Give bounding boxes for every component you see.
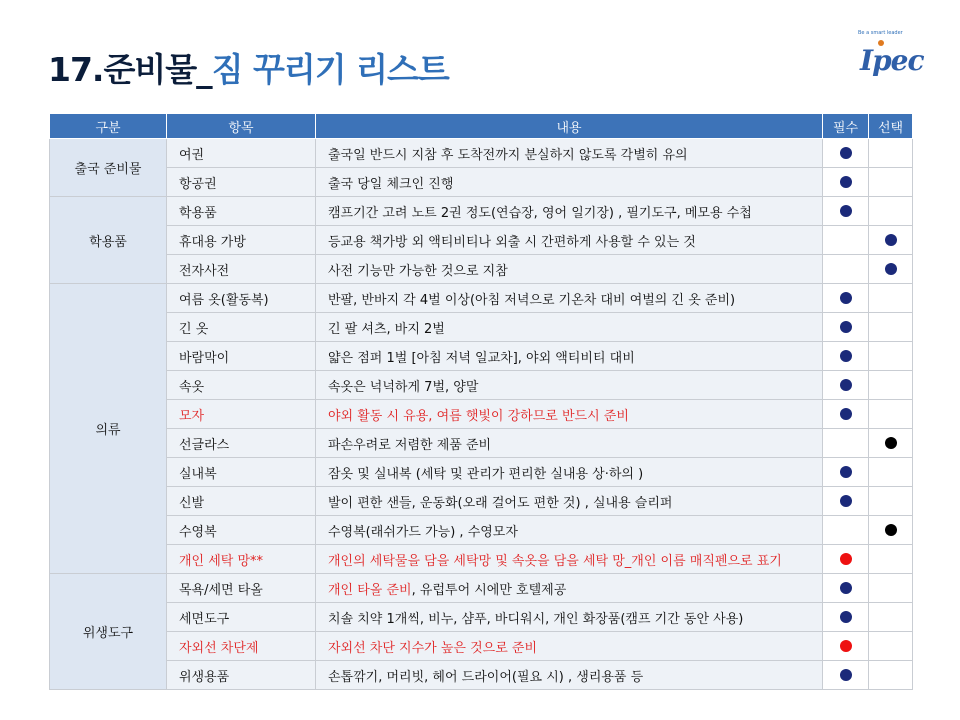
item-cell: 여권 xyxy=(167,139,316,168)
required-cell xyxy=(823,516,869,545)
category-clothing: 의류 xyxy=(50,284,167,574)
item-cell: 실내복 xyxy=(167,458,316,487)
item-cell: 휴대용 가방 xyxy=(167,226,316,255)
optional-cell xyxy=(869,429,913,458)
page-title xyxy=(48,44,449,91)
page-title-main: 17.준비물_ xyxy=(48,50,212,89)
optional-dot-icon xyxy=(885,263,897,275)
content-cell: 출국 당일 체크인 진행 xyxy=(316,168,823,197)
item-cell: 목욕/세면 타올 xyxy=(167,574,316,603)
table-row xyxy=(50,545,913,574)
item-cell: 위생용품 xyxy=(167,661,316,690)
required-cell xyxy=(823,632,869,661)
required-dot-icon xyxy=(840,205,852,217)
required-cell xyxy=(823,313,869,342)
table-row xyxy=(50,632,913,661)
required-cell xyxy=(823,226,869,255)
content-cell: 잠옷 및 실내복 (세탁 및 관리가 편리한 실내용 상·하의 ) xyxy=(316,458,823,487)
packing-list-table xyxy=(49,113,913,690)
table-row xyxy=(50,487,913,516)
required-dot-icon xyxy=(840,466,852,478)
required-cell xyxy=(823,400,869,429)
item-cell: 학용품 xyxy=(167,197,316,226)
optional-cell xyxy=(869,400,913,429)
ipec-logo xyxy=(858,30,924,82)
required-cell xyxy=(823,139,869,168)
content-cell: 속옷은 넉넉하게 7벌, 양말 xyxy=(316,371,823,400)
required-cell xyxy=(823,255,869,284)
required-cell xyxy=(823,661,869,690)
table-row xyxy=(50,255,913,284)
page-title-accent: 짐 꾸리기 리스트 xyxy=(211,50,449,89)
required-red-dot-icon xyxy=(840,640,852,652)
optional-cell xyxy=(869,603,913,632)
table-row xyxy=(50,458,913,487)
required-cell xyxy=(823,458,869,487)
required-dot-icon xyxy=(840,147,852,159)
item-cell: 모자 xyxy=(167,400,316,429)
table-row xyxy=(50,139,913,168)
table-row xyxy=(50,197,913,226)
table-row xyxy=(50,313,913,342)
required-cell xyxy=(823,371,869,400)
item-cell: 전자사전 xyxy=(167,255,316,284)
optional-cell xyxy=(869,255,913,284)
optional-cell xyxy=(869,371,913,400)
table-row xyxy=(50,516,913,545)
required-cell xyxy=(823,487,869,516)
table-row xyxy=(50,429,913,458)
required-cell xyxy=(823,574,869,603)
header-content: 내용 xyxy=(316,114,823,139)
table-row xyxy=(50,371,913,400)
optional-cell xyxy=(869,545,913,574)
content-red-part: 개인 타올 준비 xyxy=(328,582,412,598)
required-cell xyxy=(823,429,869,458)
required-dot-icon xyxy=(840,408,852,420)
optional-cell xyxy=(869,516,913,545)
required-dot-icon xyxy=(840,292,852,304)
table-row xyxy=(50,603,913,632)
item-cell: 선글라스 xyxy=(167,429,316,458)
required-dot-icon xyxy=(840,176,852,188)
header-required: 필수 xyxy=(823,114,869,139)
required-dot-icon xyxy=(840,669,852,681)
table-row xyxy=(50,574,913,603)
optional-cell xyxy=(869,226,913,255)
logo-wordmark: Ipec xyxy=(860,44,924,77)
required-cell xyxy=(823,545,869,574)
optional-cell xyxy=(869,313,913,342)
content-cell: 반팔, 반바지 각 4벌 이상(아침 저녁으로 기온차 대비 여벌의 긴 옷 준비) xyxy=(316,284,823,313)
required-cell xyxy=(823,603,869,632)
required-dot-icon xyxy=(840,350,852,362)
content-cell: 치솔 치약 1개씩, 비누, 샴푸, 바디워시, 개인 화장품(캠프 기간 동안 사용) xyxy=(316,603,823,632)
content-cell: 자외선 차단 지수가 높은 것으로 준비 xyxy=(316,632,823,661)
content-cell: 손톱깎기, 머리빗, 헤어 드라이어(필요 시) , 생리용품 등 xyxy=(316,661,823,690)
item-cell: 신발 xyxy=(167,487,316,516)
content-cell: 캠프기간 고려 노트 2권 정도(연습장, 영어 일기장) , 필기도구, 메모용 수첩 xyxy=(316,197,823,226)
item-cell: 여름 옷(활동복) xyxy=(167,284,316,313)
header-category: 구분 xyxy=(50,114,167,139)
table-row xyxy=(50,342,913,371)
required-cell xyxy=(823,342,869,371)
content-cell: 긴 팔 셔츠, 바지 2벌 xyxy=(316,313,823,342)
optional-cell xyxy=(869,574,913,603)
item-cell: 개인 세탁 망** xyxy=(167,545,316,574)
table-row xyxy=(50,226,913,255)
item-cell: 긴 옷 xyxy=(167,313,316,342)
category-hygiene: 위생도구 xyxy=(50,574,167,690)
optional-dot-icon xyxy=(885,524,897,536)
optional-cell xyxy=(869,632,913,661)
optional-dot-icon xyxy=(885,437,897,449)
required-dot-icon xyxy=(840,379,852,391)
required-cell xyxy=(823,168,869,197)
header-optional: 선택 xyxy=(869,114,913,139)
optional-cell xyxy=(869,197,913,226)
header-item: 항목 xyxy=(167,114,316,139)
content-cell: 수영복(래쉬가드 가능) , 수영모자 xyxy=(316,516,823,545)
required-dot-icon xyxy=(840,495,852,507)
content-cell: 야외 활동 시 유용, 여름 햇빛이 강하므로 반드시 준비 xyxy=(316,400,823,429)
content-rest: , 유럽투어 시에만 호텔제공 xyxy=(411,582,567,598)
item-cell: 바람막이 xyxy=(167,342,316,371)
logo-tagline: Be a smart leader xyxy=(858,30,903,36)
content-cell: 개인의 세탁물을 담을 세탁망 및 속옷을 담을 세탁 망_개인 이름 매직펜으로 표기 xyxy=(316,545,823,574)
content-cell: 파손우려로 저렴한 제품 준비 xyxy=(316,429,823,458)
required-dot-icon xyxy=(840,611,852,623)
required-red-dot-icon xyxy=(840,553,852,565)
category-departure: 출국 준비물 xyxy=(50,139,167,197)
category-study: 학용품 xyxy=(50,197,167,284)
optional-cell xyxy=(869,342,913,371)
content-cell: 등교용 책가방 외 액티비티나 외출 시 간편하게 사용할 수 있는 것 xyxy=(316,226,823,255)
optional-dot-icon xyxy=(885,234,897,246)
optional-cell xyxy=(869,284,913,313)
optional-cell xyxy=(869,487,913,516)
optional-cell xyxy=(869,168,913,197)
table-row xyxy=(50,661,913,690)
required-dot-icon xyxy=(840,582,852,594)
content-cell: 얇은 점퍼 1벌 [아침 저녁 일교차], 야외 액티비티 대비 xyxy=(316,342,823,371)
required-dot-icon xyxy=(840,321,852,333)
optional-cell xyxy=(869,661,913,690)
table-row xyxy=(50,400,913,429)
optional-cell xyxy=(869,139,913,168)
content-cell: 발이 편한 샌들, 운동화(오래 걸어도 편한 것) , 실내용 슬리퍼 xyxy=(316,487,823,516)
content-cell: 사전 기능만 가능한 것으로 지참 xyxy=(316,255,823,284)
item-cell: 자외선 차단제 xyxy=(167,632,316,661)
content-cell: 출국일 반드시 지참 후 도착전까지 분실하지 않도록 각별히 유의 xyxy=(316,139,823,168)
content-cell xyxy=(316,574,823,603)
table-row xyxy=(50,168,913,197)
required-cell xyxy=(823,284,869,313)
item-cell: 세면도구 xyxy=(167,603,316,632)
item-cell: 항공권 xyxy=(167,168,316,197)
item-cell: 수영복 xyxy=(167,516,316,545)
table-header-row xyxy=(50,114,913,139)
required-cell xyxy=(823,197,869,226)
item-cell: 속옷 xyxy=(167,371,316,400)
optional-cell xyxy=(869,458,913,487)
table-row xyxy=(50,284,913,313)
